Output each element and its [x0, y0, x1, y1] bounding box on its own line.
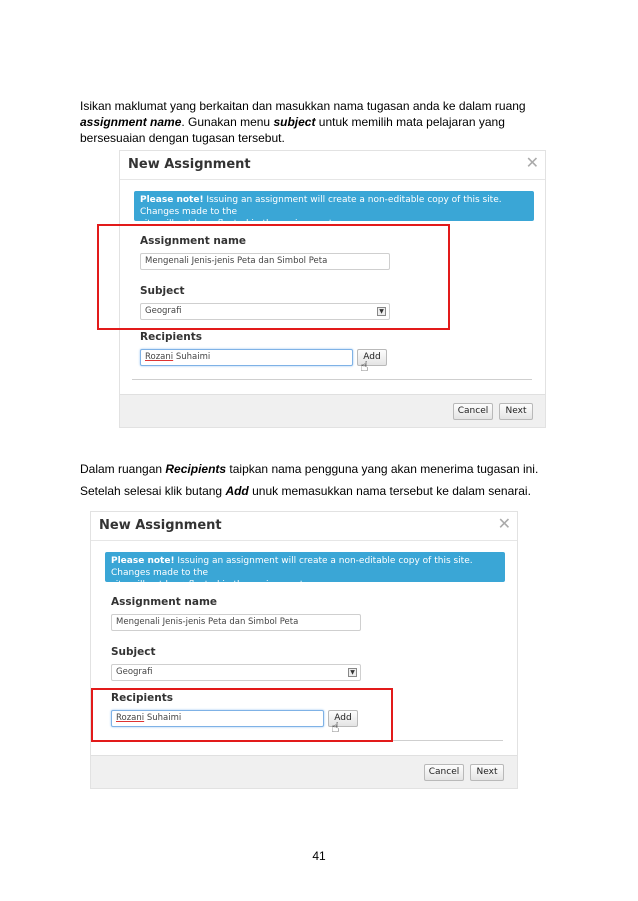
intro-paragraph [80, 98, 526, 146]
intro-text-end: untuk memilih mata pelajaran yang [315, 115, 505, 129]
close-icon[interactable]: ✕ [525, 153, 539, 172]
intro-bold-assignment-name: assignment name [80, 115, 182, 129]
assignment-name-label: Assignment name [111, 596, 218, 608]
close-icon[interactable]: ✕ [497, 514, 511, 533]
title-divider [91, 540, 517, 541]
middle-text-2-end: unuk memasukkan nama tersebut ke dalam senarai. [248, 484, 531, 498]
middle-bold-add: Add [225, 484, 249, 498]
subject-select[interactable] [111, 664, 361, 681]
next-button[interactable]: Next [470, 764, 504, 781]
notice-bold: Please note! [140, 195, 204, 205]
hand-pointer-icon: ☝ [360, 359, 369, 375]
recipients-label: Recipients [140, 331, 203, 343]
notice-banner [134, 191, 534, 229]
recipient-last-name: Suhaimi [173, 352, 211, 362]
dialog-footer [120, 394, 545, 427]
middle-bold-recipients: Recipients [165, 462, 227, 476]
subject-label: Subject [140, 285, 185, 297]
hand-pointer-icon: ☝ [331, 720, 340, 736]
add-button[interactable]: Add [357, 349, 387, 366]
notice-banner [105, 552, 505, 590]
subject-value: Geografi [145, 306, 182, 316]
assignment-name-label: Assignment name [140, 235, 247, 247]
recipient-first-name: Rozani [116, 713, 145, 723]
chevron-down-icon[interactable]: ▼ [377, 307, 386, 316]
middle-text: Dalam ruangan [80, 462, 166, 476]
page-number: 41 [312, 849, 326, 863]
cancel-button[interactable]: Cancel [424, 764, 464, 781]
recipients-input[interactable] [140, 349, 353, 366]
intro-line-3: bersesuaian dengan tugasan tersebut. [80, 131, 285, 145]
middle-paragraph [80, 458, 538, 502]
divider [132, 379, 532, 380]
title-divider [120, 179, 545, 180]
add-button[interactable]: Add [328, 710, 358, 727]
highlight-box-recipients [91, 688, 393, 742]
next-button[interactable]: Next [499, 403, 533, 420]
notice-text-2: site will not be reflected in the assignment. [111, 580, 307, 590]
middle-text-end: taipkan nama pengguna yang akan menerima tugasan ini. [226, 462, 539, 476]
cancel-button[interactable]: Cancel [453, 403, 493, 420]
highlight-box-assignment-subject [97, 224, 450, 330]
chevron-down-icon[interactable]: ▼ [348, 668, 357, 677]
middle-text-2: Setelah selesai klik butang [80, 484, 226, 498]
subject-label: Subject [111, 646, 156, 658]
recipients-label: Recipients [111, 692, 174, 704]
notice-text-2: site will not be reflected in the assignment. [140, 219, 336, 229]
recipient-first-name: Rozani [145, 352, 174, 362]
assignment-name-input[interactable]: Mengenali Jenis-jenis Peta dan Simbol Peta [111, 614, 361, 631]
notice-bold: Please note! [111, 556, 175, 566]
recipient-last-name: Suhaimi [144, 713, 182, 723]
dialog-footer [91, 755, 517, 788]
intro-line-1: Isikan maklumat yang berkaitan dan masukkan nama tugasan anda ke dalam ruang [80, 99, 526, 113]
assignment-name-input[interactable]: Mengenali Jenis-jenis Peta dan Simbol Peta [140, 253, 390, 270]
dialog-title: New Assignment [99, 518, 222, 533]
dialog-title: New Assignment [128, 157, 251, 172]
new-assignment-dialog-2 [90, 511, 518, 789]
subject-value: Geografi [116, 667, 153, 677]
intro-bold-subject: subject [273, 115, 316, 129]
notice-text: Issuing an assignment will create a non-editable copy of this site. Changes made to the [111, 556, 473, 578]
intro-text: . Gunakan menu [181, 115, 274, 129]
notice-text: Issuing an assignment will create a non-editable copy of this site. Changes made to the [140, 195, 502, 217]
